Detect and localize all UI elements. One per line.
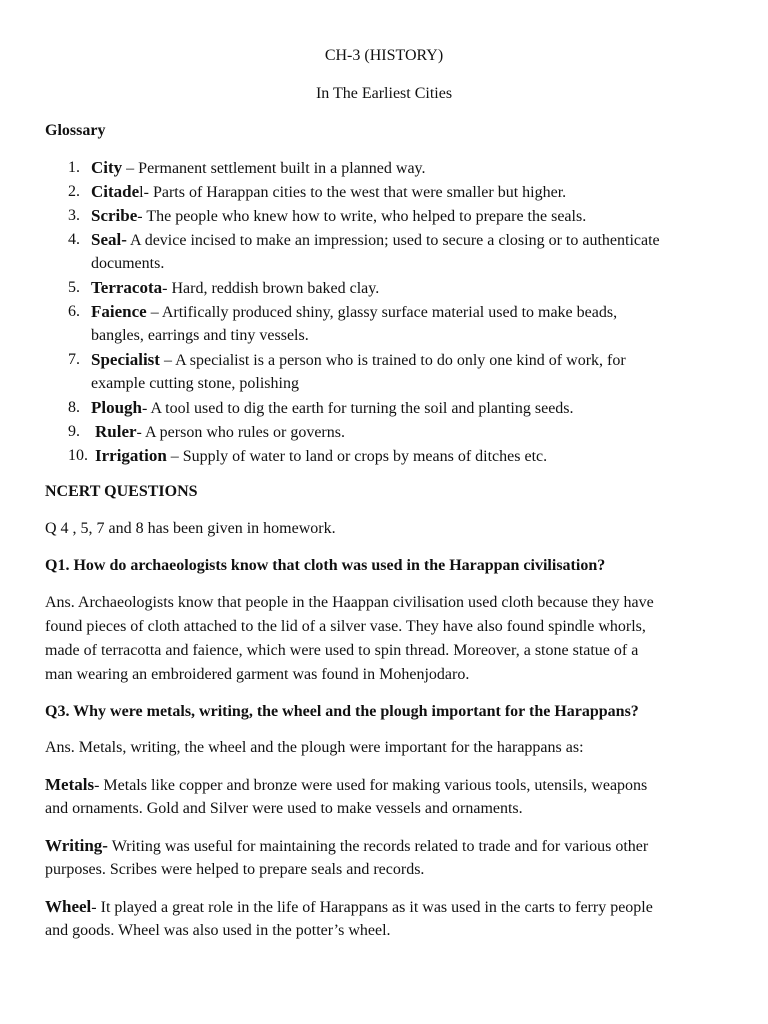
glossary-item: [91, 278, 379, 299]
glossary-definition: A person who rules or governs.: [145, 424, 345, 441]
glossary-separator: -: [162, 280, 172, 297]
glossary-number: 1.: [68, 159, 80, 176]
point-term: Metals: [45, 775, 95, 794]
glossary-definition: Hard, reddish brown baked clay.: [171, 280, 380, 297]
glossary-separator: –: [146, 304, 162, 321]
glossary-term: Seal-: [91, 230, 127, 249]
glossary-item: [91, 182, 566, 203]
chapter-title: CH-3 (HISTORY): [324, 47, 444, 64]
question-3: Q3. Why were metals, writing, the wheel and the plough important for the Harappans?: [45, 703, 639, 720]
glossary-number: 2.: [68, 183, 80, 200]
point-text: Writing was useful for maintaining the records related to trade and for various other: [111, 838, 649, 855]
glossary-definition: Artifically produced shiny, glassy surface material used to make beads,: [161, 304, 618, 321]
glossary-definition: Permanent settlement built in a planned way.: [138, 160, 426, 177]
glossary-number: 3.: [68, 207, 80, 224]
glossary-item: [95, 422, 345, 443]
glossary-number: 9.: [68, 423, 80, 440]
point-term: Wheel: [45, 897, 92, 916]
glossary-term: Irrigation: [95, 446, 167, 465]
point-text-continued: purposes. Scribes were helped to prepare seals and records.: [45, 861, 425, 878]
page-title: In The Earliest Cities: [315, 85, 453, 102]
glossary-term: Specialist: [91, 350, 160, 369]
glossary-term: Scribe: [91, 206, 138, 225]
glossary-term: Plough: [91, 398, 143, 417]
glossary-term: Ruler: [95, 422, 137, 441]
answer-3-intro: Ans. Metals, writing, the wheel and the plough were important for the harappans as:: [45, 739, 584, 756]
answer-point: [45, 897, 653, 918]
glossary-separator: –: [159, 352, 176, 369]
glossary-number: 8.: [68, 399, 80, 416]
point-separator: -: [94, 777, 104, 794]
glossary-separator: -: [142, 400, 151, 417]
glossary-item: [91, 302, 617, 323]
glossary-definition: The people who knew how to write, who helped to prepare the seals.: [146, 208, 587, 225]
glossary-heading: Glossary: [45, 122, 106, 139]
glossary-definition: A tool used to dig the earth for turning the soil and planting seeds.: [150, 400, 574, 417]
glossary-item: [91, 230, 660, 251]
point-text-continued: and ornaments. Gold and Silver were used to make vessels and ornaments.: [45, 800, 523, 817]
point-text: It played a great role in the life of Harappans as it was used in the carts to ferry people: [100, 899, 653, 916]
glossary-definition: Parts of Harappan cities to the west that were smaller but higher.: [152, 184, 567, 201]
glossary-number: 10.: [68, 447, 88, 464]
glossary-term: Citade: [91, 182, 140, 201]
glossary-item: [91, 350, 626, 371]
glossary-term: Faience: [91, 302, 147, 321]
glossary-item: [91, 206, 586, 227]
point-text-continued: and goods. Wheel was also used in the potter’s wheel.: [45, 922, 391, 939]
glossary-definition: Supply of water to land or crops by means of ditches etc.: [182, 448, 548, 465]
glossary-definition-continued: bangles, earrings and tiny vessels.: [91, 327, 309, 344]
homework-note: Q 4 , 5, 7 and 8 has been given in homework.: [45, 520, 336, 537]
glossary-term: City: [91, 158, 123, 177]
glossary-number: 5.: [68, 279, 80, 296]
glossary-separator: –: [166, 448, 183, 465]
glossary-definition: A device incised to make an impression; used to secure a closing or to authenticate: [130, 232, 660, 249]
glossary-number: 6.: [68, 303, 80, 320]
glossary-definition-continued: documents.: [91, 255, 165, 272]
answer-line: found pieces of cloth attached to the lid of a silver vase. They have also found spindle whorls,: [45, 618, 646, 635]
glossary-item: [91, 398, 574, 419]
question-1: Q1. How do archaeologists know that cloth was used in the Harappan civilisation?: [45, 557, 606, 574]
glossary-separator: -: [136, 424, 145, 441]
point-separator: -: [91, 899, 101, 916]
point-text: Metals like copper and bronze were used for making various tools, utensils, weapons: [103, 777, 648, 794]
answer-point: [45, 775, 647, 796]
answer-line: made of terracotta and faience, which were used to spin thread. Moreover, a stone statue of a: [45, 642, 639, 659]
glossary-definition-continued: example cutting stone, polishing: [91, 375, 299, 392]
glossary-number: 7.: [68, 351, 80, 368]
glossary-separator: –: [122, 160, 139, 177]
glossary-definition: A specialist is a person who is trained to do only one kind of work, for: [175, 352, 626, 369]
answer-line: man wearing an embroidered garment was found in Mohenjodaro.: [45, 666, 470, 683]
point-term: Writing-: [45, 836, 108, 855]
answer-line: Ans. Archaeologists know that people in the Haappan civilisation used cloth because they have: [45, 594, 654, 611]
glossary-separator: l-: [139, 184, 153, 201]
glossary-number: 4.: [68, 231, 80, 248]
answer-point: [45, 836, 648, 857]
glossary-item: [91, 158, 426, 179]
ncert-heading: NCERT QUESTIONS: [45, 483, 198, 500]
glossary-separator: -: [137, 208, 147, 225]
glossary-item: [95, 446, 547, 467]
glossary-term: Terracota: [91, 278, 163, 297]
